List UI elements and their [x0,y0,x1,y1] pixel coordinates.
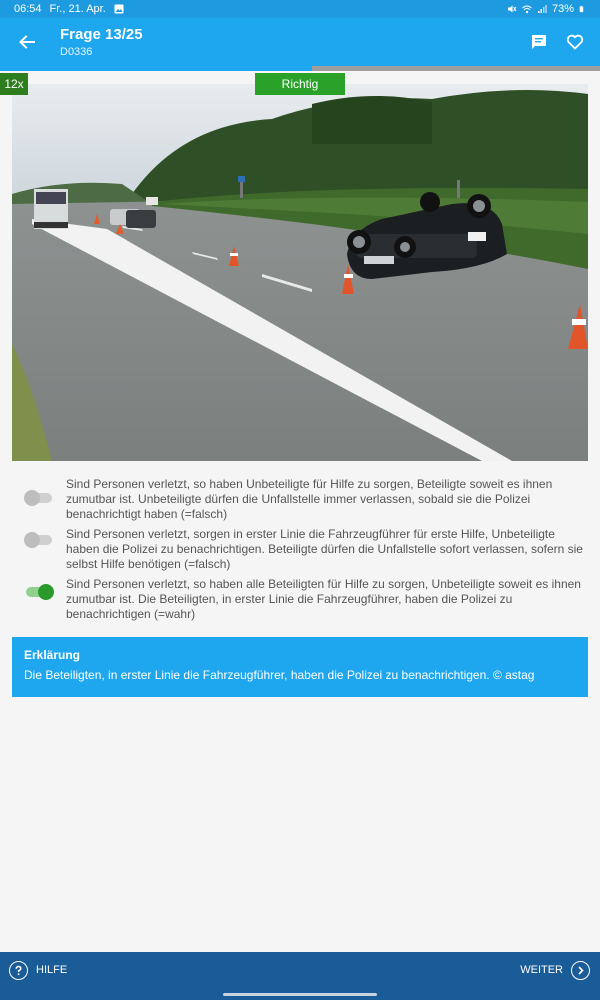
toggle-switch[interactable] [24,533,54,547]
explanation-text: Die Beteiligten, in erster Linie die Fahrzeugführer, haben die Polizei zu benachrichtigen. © astag [24,668,535,682]
battery-percent: 73% [551,3,574,15]
chevron-right-circle-icon [571,961,590,980]
answer-option-1[interactable] [12,477,590,522]
home-gesture-handle[interactable] [223,993,377,996]
mute-icon [507,4,517,14]
wifi-icon [522,4,532,14]
answer-toggle-3[interactable] [12,577,66,599]
question-progress-bar [0,66,600,71]
signal-icon [537,4,547,14]
back-button[interactable] [0,18,54,66]
answer-toggle-1[interactable] [12,477,66,505]
help-label: HILFE [36,964,68,976]
answer-text-1: Sind Personen verletzt, so haben Unbeteiligte für Hilfe zu sorgen, Beteiligte soweit es ihnen zumutbar ist. Unbeteiligte dürfen die Unfallstelle immer verlassen, sobald sie die Polizei benachrichtigt haben (=falsch) [66,477,553,521]
comment-icon [530,33,548,51]
answer-list [12,477,590,627]
answer-toggle-2[interactable] [12,527,66,547]
battery-icon [579,4,586,14]
arrow-left-icon [18,33,36,51]
comment-button[interactable] [528,31,550,53]
progress-fill [0,66,312,71]
toggle-knob [24,532,40,548]
explanation-title: Erklärung [24,648,81,662]
app-bar [0,18,600,66]
explanation-box [12,637,588,697]
result-badge: Richtig [255,73,345,95]
image-icon [114,4,124,14]
heart-icon [566,33,584,51]
answer-text-3: Sind Personen verletzt, so haben alle Beteiligten für Hilfe zu sorgen, Unbeteiligte soweit es ihnen zumutbar ist. Die Beteiligten, in erster Linie die Fahrzeugführer, haben die Polizei zu benachrichtigen (=wahr) [66,577,581,621]
question-image [12,84,588,461]
answer-option-2[interactable] [12,527,590,572]
status-bar [0,0,600,18]
toggle-switch[interactable] [24,585,54,599]
favorite-button[interactable] [564,31,586,53]
bottom-bar [0,952,600,988]
next-label: WEITER [520,964,563,976]
toggle-switch[interactable] [24,491,54,505]
question-id: D0336 [60,45,93,58]
system-navigation-bar [0,988,600,1000]
toggle-knob [24,490,40,506]
attempt-counter-badge: 12x [0,73,28,95]
status-date: Fr., 21. Apr. [49,3,106,15]
status-time: 06:54 [14,3,42,15]
next-button[interactable] [520,961,590,980]
answer-option-3[interactable] [12,577,590,622]
help-button[interactable] [9,961,67,980]
help-circle-icon [9,961,28,980]
page-title: Frage 13/25 [60,25,143,43]
accident-scene-image [12,84,588,461]
answer-text-2: Sind Personen verletzt, sorgen in erster Linie die Fahrzeugführer für erste Hilfe, Unbeteiligte haben die Polizei zu benachrichtigen. Beteiligte dürfen die Unfallstelle sofort verlassen, sofern sie selbst Hilfe benötigen (=falsch) [66,527,583,571]
toggle-knob [38,584,54,600]
